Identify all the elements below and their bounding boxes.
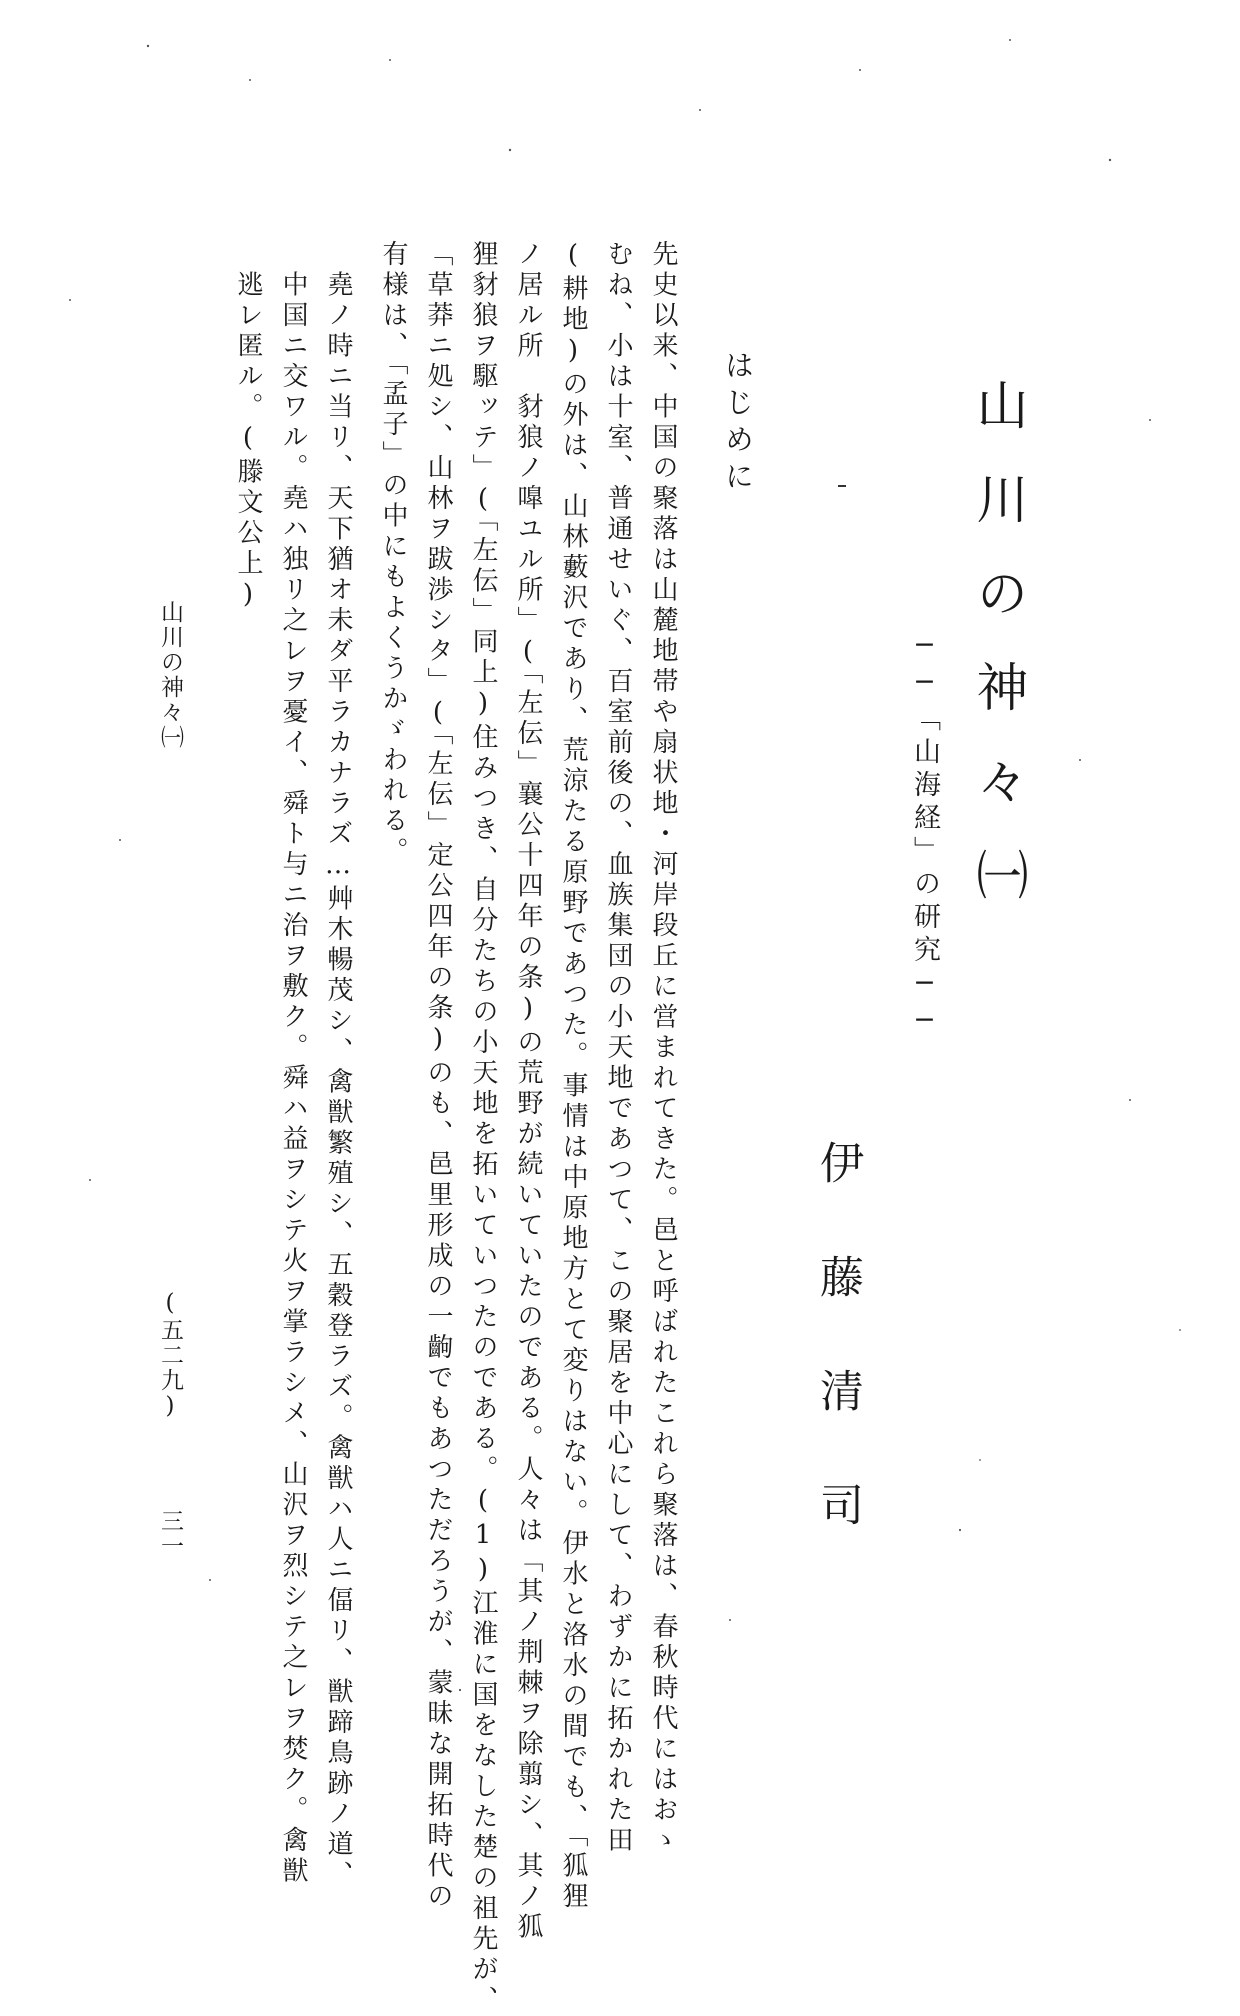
- author-name: 伊藤清司: [812, 1140, 863, 1596]
- body-line: 有様は、「孟子」の中にもよくうかゞわれる。: [378, 240, 408, 868]
- body-line: (耕地)の外は、山林藪沢であり、荒涼たる原野であつた。事情は中原地方とて変りはない。伊水と洛水の間でも、「狐狸: [558, 240, 588, 1913]
- page-number-local: 三一: [157, 1509, 183, 1559]
- article-title: 山川の神々㈠: [967, 378, 1027, 942]
- body-line: ノ居ル所 豺狼ノ嘷ユル所」(「左伝」襄公十四年の条)の荒野が続いていたのである。人々は「其ノ荆棘ヲ除翦シ、其ノ狐: [513, 240, 543, 1943]
- quote-line: 逃レ匿ル。(滕文公上): [233, 240, 263, 614]
- body-line: 「草莽ニ処シ、山林ヲ跋渉シタ」(「左伝」定公四年の条)のも、邑里形成の一齣でもあつただろうが、蒙昧な開拓時代の: [423, 240, 453, 1913]
- article-subtitle: ──「山海経」の研究──: [909, 630, 940, 1042]
- body-line: 先史以来、中国の聚落は山麓地帯や扇状地・河岸段丘に営まれてきた。邑と呼ばれたこれら聚落は、春秋時代にはおゝ: [648, 240, 678, 1857]
- quote-line: 堯ノ時ニ当リ、天下猶オ未ダ平ラカナラズ…艸木暢茂シ、禽獣繁殖シ、五穀登ラズ。禽獣ハ人ニ偪リ、獣蹄鳥跡ノ道、: [323, 240, 353, 1891]
- running-title: 山川の神々㈠: [157, 600, 183, 750]
- print-mark: [838, 485, 846, 487]
- body-line: 狸豺狼ヲ駆ッテ」(「左伝」同上)住みつき、自分たちの小天地を拓いていつたのである。(1)江淮に国をなした楚の祖先が、: [468, 240, 498, 2016]
- page-number-paren: (五二九): [157, 1290, 183, 1421]
- page-number: [154, 1290, 187, 1559]
- quote-line: 中国ニ交ワル。堯ハ独リ之レヲ憂イ、舜ト与ニ治ヲ敷ク。舜ハ益ヲシテ火ヲ掌ラシメ、山沢ヲ烈シテ之レヲ焚ク。禽獣: [278, 240, 308, 1887]
- body-line: むね、小は十室、普通せいぐ、百室前後の、血族集団の小天地であつて、この聚居を中心にして、わずかに拓かれた田: [603, 240, 633, 1857]
- section-heading: はじめに: [721, 350, 755, 498]
